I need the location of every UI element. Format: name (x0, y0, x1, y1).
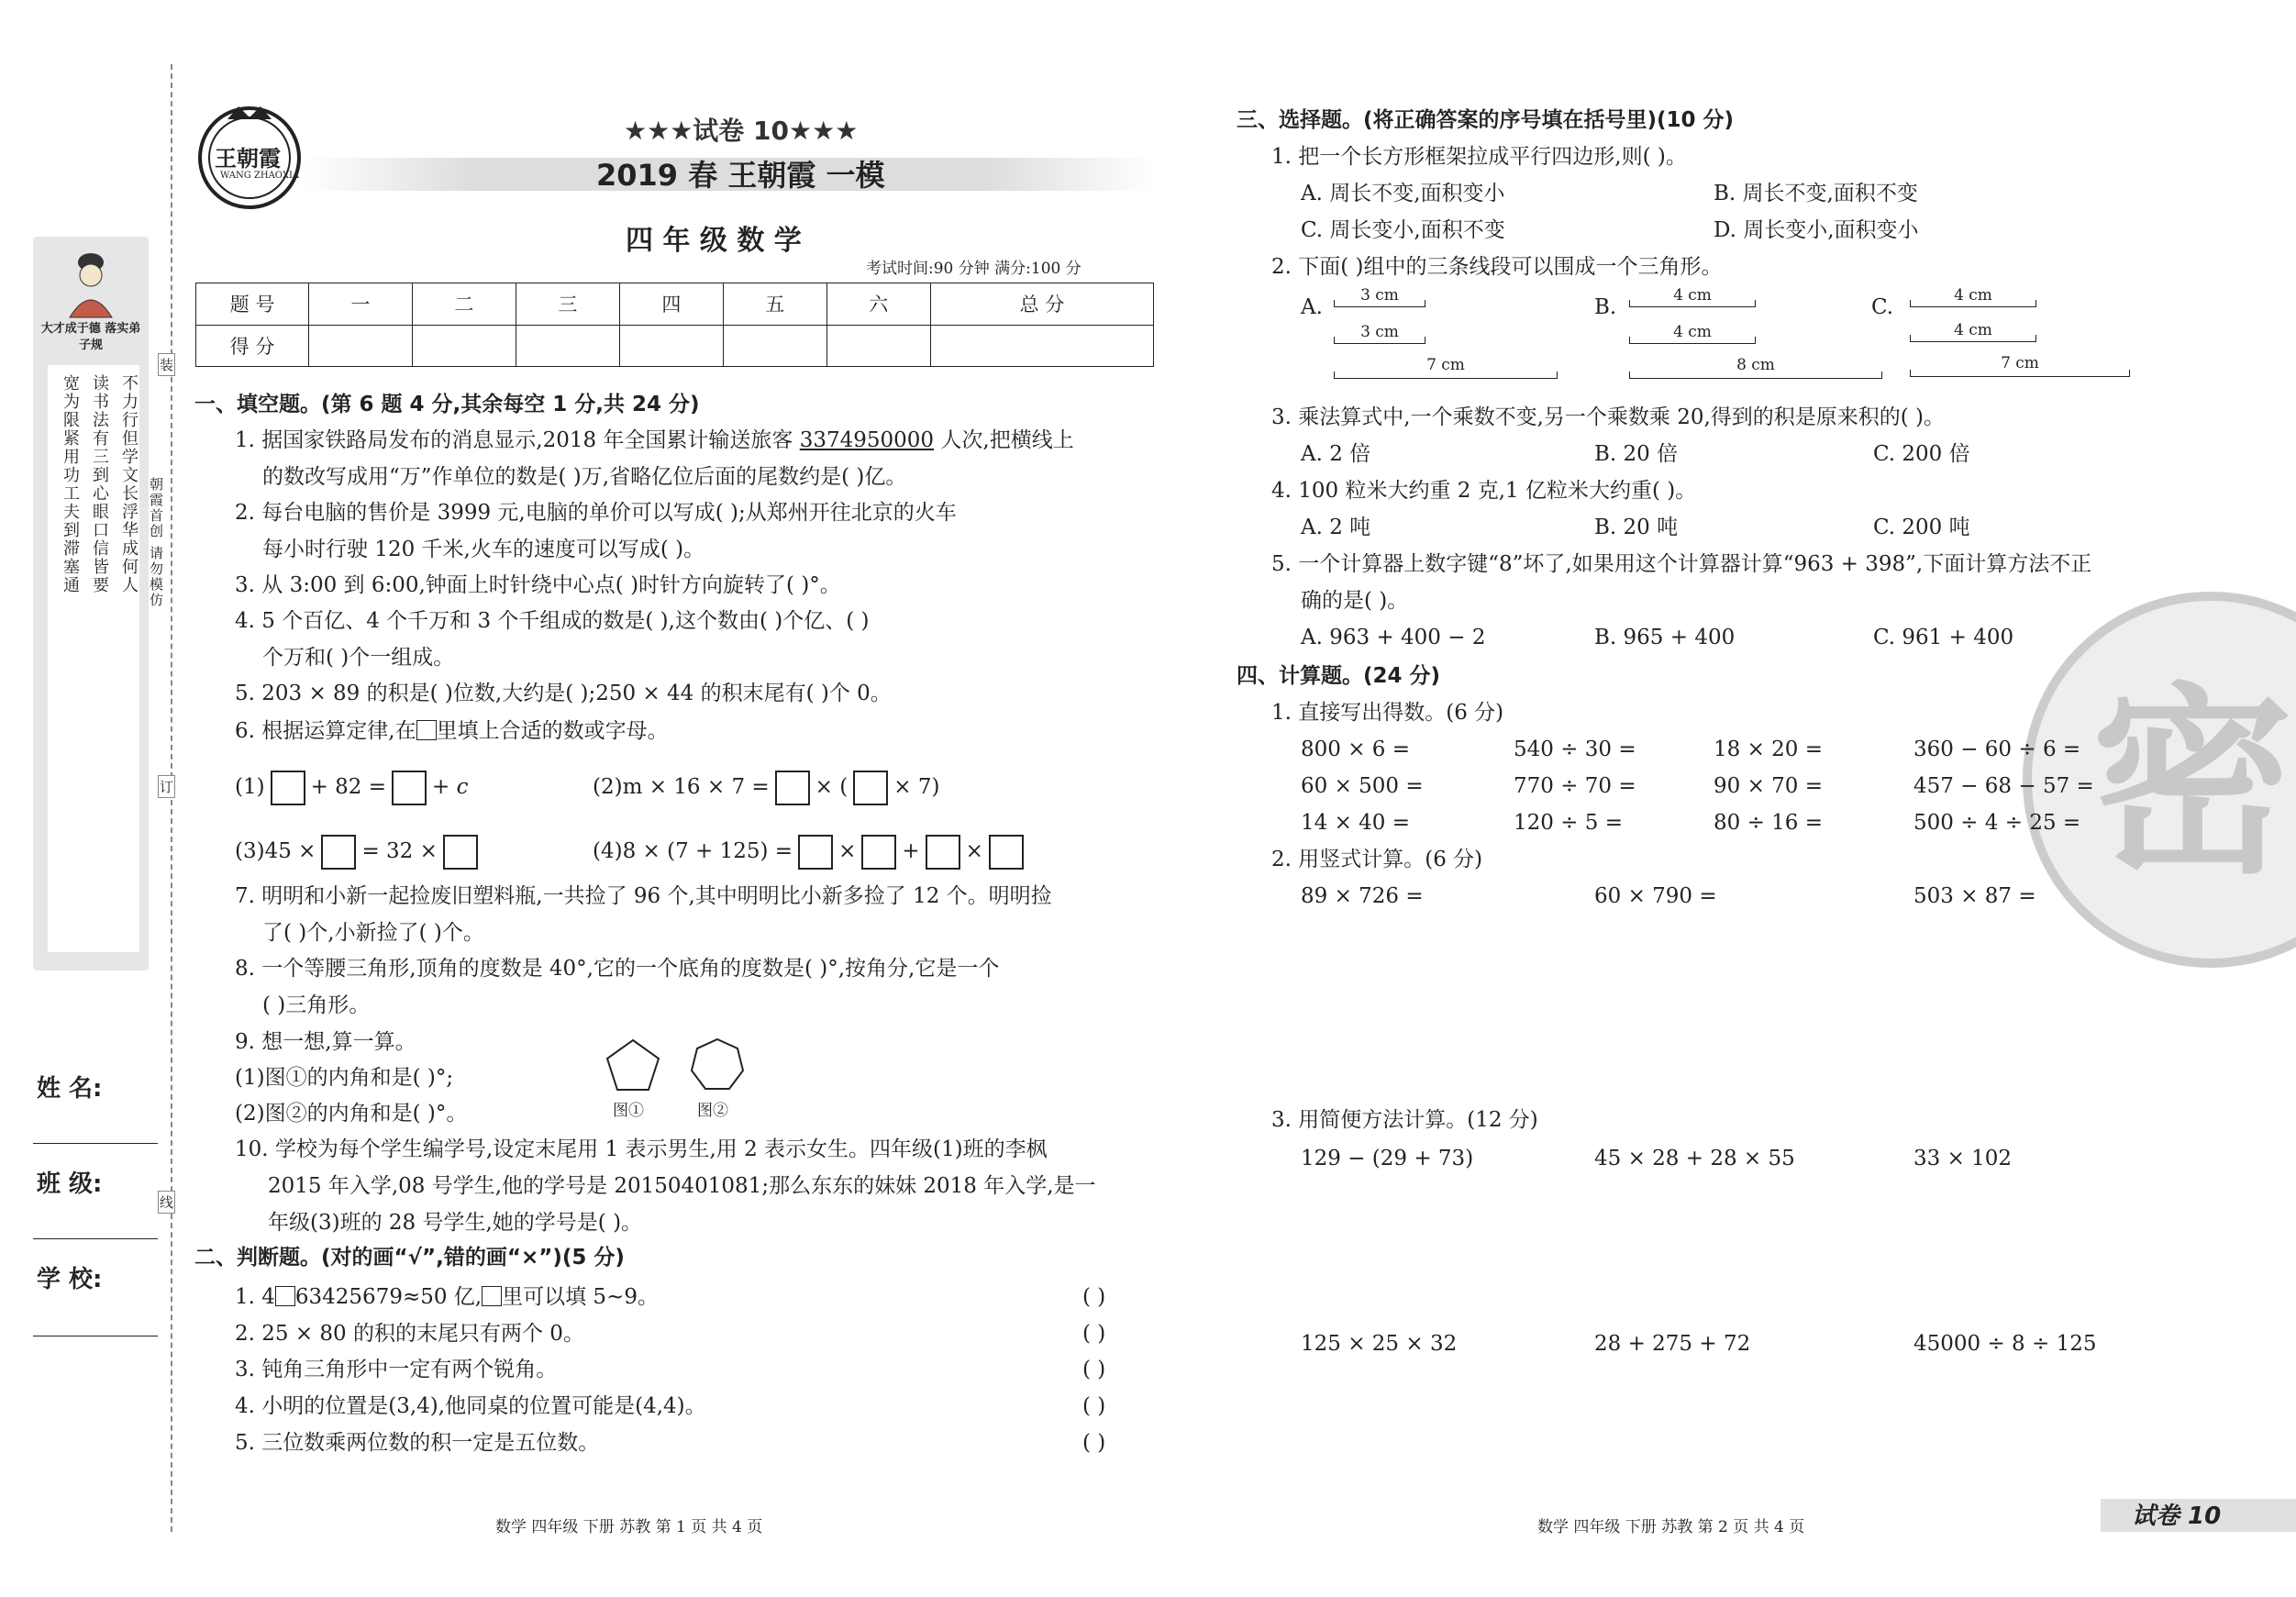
simplify-calc: 125 × 25 × 32 (1301, 1332, 1458, 1356)
seg-c3-label: 7 cm (2001, 354, 2039, 372)
judge-answer-1[interactable]: ( ) (1082, 1285, 1106, 1309)
segment (1334, 343, 1425, 344)
box-icon (275, 1286, 295, 1306)
footer-badge: 试卷 10 (2132, 1503, 2222, 1530)
q1-4-cont: 个万和( )个一组成。 (262, 646, 455, 670)
choice-1: 1. 把一个长方形框架拉成平行四边形,则( )。 (1271, 145, 1687, 169)
score-table (195, 283, 1154, 367)
class-label: 班 级: (37, 1170, 103, 1198)
q1-9-1: (1)图①的内角和是( )°; (235, 1066, 454, 1090)
answer-box[interactable] (853, 771, 888, 805)
q1-6-text (235, 717, 669, 745)
calc-part3-title: 3. 用简便方法计算。(12 分) (1271, 1108, 1538, 1132)
paper-number: ★★★试卷 10★★★ (624, 116, 859, 146)
choice-5: 5. 一个计算器上数字键“8”坏了,如果用这个计算器计算“963 + 398”,下面计算方法不正 (1271, 552, 2092, 576)
stamp-char: 密 (2091, 666, 2294, 901)
motto-col-1: 不力行但学文长浮华成何人 (119, 374, 139, 594)
choice-2: 2. 下面( )组中的三条线段可以围成一个三角形。 (1271, 255, 1723, 279)
judge-answer-5[interactable]: ( ) (1082, 1431, 1106, 1455)
judge-item-1 (235, 1283, 659, 1311)
q1-10-cont1: 2015 年入学,08 号学生,他的学号是 20150401081;那么东东的妹妹 2018 年入学,是一 (268, 1174, 1096, 1198)
q6-4-label: (4)8 × (7 + 125) = (593, 839, 793, 863)
score-cell: 三 (516, 283, 619, 326)
score-input[interactable] (619, 325, 723, 367)
vertical-calc: 60 × 790 = (1594, 884, 1717, 908)
score-cell: 一 (309, 283, 413, 326)
oral-calc: 60 × 500 = (1301, 774, 1424, 798)
answer-box[interactable] (861, 835, 896, 870)
calc-part2-title: 2. 用竖式计算。(6 分) (1271, 848, 1483, 871)
judge-1b: 63425679≈50 亿, (294, 1285, 482, 1309)
score-cell: 四 (619, 283, 723, 326)
q1-7-cont: 了( )个,小新捡了( )个。 (262, 921, 484, 945)
oral-calc: 800 × 6 = (1301, 738, 1411, 761)
q6-4-op: × (838, 839, 857, 863)
q1-8-text: 8. 一个等腰三角形,顶角的度数是 40°,它的一个底角的度数是( )°,按角分,它是一个 (235, 957, 1000, 981)
judge-item-3: 3. 钝角三角形中一定有两个锐角。 (235, 1358, 558, 1381)
oral-calc: 500 ÷ 4 ÷ 25 = (1913, 811, 2081, 835)
simplify-calc: 129 − (29 + 73) (1301, 1147, 1474, 1170)
answer-box[interactable] (798, 835, 833, 870)
simplify-calc: 45000 ÷ 8 ÷ 125 (1913, 1332, 2097, 1356)
q6-1-label: (1) (235, 775, 265, 799)
logo-text: 王朝霞 (215, 146, 281, 172)
oral-calc: 80 ÷ 16 = (1714, 811, 1824, 835)
q1-6a: 6. 根据运算定律,在 (235, 719, 416, 743)
choice-2-B[interactable]: B. (1594, 295, 1617, 319)
judge-item-4: 4. 小明的位置是(3,4),他同桌的位置可能是(4,4)。 (235, 1394, 706, 1418)
simplify-calc: 33 × 102 (1913, 1147, 2013, 1170)
segment (1910, 341, 2036, 342)
judge-item-2: 2. 25 × 80 的积的末尾只有两个 0。 (235, 1322, 584, 1346)
choice-1-A[interactable]: A. 周长不变,面积变小 (1301, 182, 1505, 205)
box-icon (482, 1286, 502, 1306)
score-input[interactable] (930, 325, 1153, 367)
section3-title: 三、选择题。(将正确答案的序号填在括号里)(10 分) (1237, 108, 1735, 132)
segment (1629, 378, 1882, 379)
section2-title: 二、判断题。(对的画“√”,错的画“×”)(5 分) (194, 1246, 625, 1270)
q1-5-text: 5. 203 × 89 的积是( )位数,大约是( );250 × 44 的积末尾有( )个 0。 (235, 682, 892, 705)
score-cell: 题 号 (196, 283, 309, 326)
q1-4-text: 4. 5 个百亿、4 个千万和 3 个千组成的数是( ),这个数由( )个亿、( ) (235, 609, 870, 633)
vertical-calc: 503 × 87 = (1913, 884, 2036, 908)
q6-1-end: + c (432, 775, 469, 799)
score-input[interactable] (309, 325, 413, 367)
seg-a1-label: 3 cm (1360, 286, 1399, 305)
answer-box[interactable] (989, 835, 1024, 870)
judge-1a: 1. 4 (235, 1285, 275, 1309)
score-cell: 总 分 (930, 283, 1153, 326)
judge-item-5: 5. 三位数乘两位数的积一定是五位数。 (235, 1431, 600, 1455)
segment (1334, 378, 1558, 379)
answer-box[interactable] (926, 835, 960, 870)
choice-1-B[interactable]: B. 周长不变,面积不变 (1714, 182, 1918, 205)
fig1-label: 图① (613, 1102, 644, 1120)
q1-1-number: 3374950000 (799, 428, 935, 452)
oral-calc: 18 × 20 = (1714, 738, 1824, 761)
q1-1-text (235, 427, 1074, 454)
school-label: 学 校: (37, 1266, 103, 1293)
choice-1-C[interactable]: C. 周长变小,面积不变 (1301, 218, 1505, 242)
pentagon-figure (604, 1037, 662, 1095)
q6-3-mid: = 32 × (361, 839, 438, 863)
choice-4-B[interactable]: B. 20 吨 (1594, 516, 1679, 539)
heptagon-figure (688, 1037, 747, 1095)
score-cell: 六 (826, 283, 930, 326)
section4-title: 四、计算题。(24 分) (1237, 664, 1441, 688)
footer-right: 数学 四年级 下册 苏教 第 2 页 共 4 页 (1537, 1518, 1805, 1536)
segment (1910, 376, 2130, 377)
copyright-note: 朝霞首创 请勿模仿 (148, 477, 164, 608)
simplify-calc: 45 × 28 + 28 × 55 (1594, 1147, 1795, 1170)
q6-2-end: × 7) (893, 775, 940, 799)
q1-1b: 人次,把横线上 (940, 428, 1074, 452)
score-cell: 五 (723, 283, 826, 326)
q6-2-mid: × ( (815, 775, 849, 799)
answer-box[interactable] (775, 771, 810, 805)
binding-mark-2: 订 (158, 775, 175, 798)
motto-panel (33, 237, 149, 970)
answer-box[interactable] (443, 835, 478, 870)
judge-1c: 里可以填 5~9。 (502, 1285, 659, 1309)
binding-mark-1: 装 (158, 353, 175, 376)
footer-left: 数学 四年级 下册 苏教 第 1 页 共 4 页 (495, 1518, 763, 1536)
answer-box[interactable] (271, 771, 305, 805)
judge-answer-4[interactable]: ( ) (1082, 1394, 1106, 1418)
oral-calc: 540 ÷ 30 = (1514, 738, 1636, 761)
calc-part1-title: 1. 直接写出得数。(6 分) (1271, 701, 1504, 725)
choice-5-cont: 确的是( )。 (1301, 589, 1409, 613)
motto-col-2: 读书法有三到心眼口信皆要 (90, 374, 109, 594)
section1-title: 一、填空题。(第 6 题 4 分,其余每空 1 分,共 24 分) (194, 393, 700, 416)
segment (1334, 306, 1425, 307)
q1-9-text: 9. 想一想,算一算。 (235, 1030, 416, 1054)
choice-1-D[interactable]: D. 周长变小,面积变小 (1714, 218, 1919, 242)
logo-subtext: WANG ZHAOXIA (220, 171, 300, 181)
seg-b2-label: 4 cm (1673, 323, 1712, 341)
score-input[interactable] (826, 325, 930, 367)
motto-columns (48, 365, 139, 952)
q1-2-cont: 每小时行驶 120 千米,火车的速度可以写成( )。 (262, 538, 705, 561)
q1-8-cont: ( )三角形。 (262, 993, 371, 1017)
seg-c1-label: 4 cm (1954, 286, 1992, 305)
binding-mark-3: 线 (158, 1191, 175, 1214)
choice-3-A[interactable]: A. 2 倍 (1301, 442, 1371, 466)
choice-4-A[interactable]: A. 2 吨 (1301, 516, 1371, 539)
q1-7-text: 7. 明明和小新一起捡废旧塑料瓶,一共捡了 96 个,其中明明比小新多捡了 12 个。明明捡 (235, 884, 1052, 908)
score-header-row (196, 283, 1154, 326)
motto-text: 大才成于德 落实弟子规 (40, 322, 141, 352)
q1-3-text: 3. 从 3:00 到 6:00,钟面上时针绕中心点( )时针方向旋转了( )°。 (235, 573, 841, 597)
subject-title: 四 年 级 数 学 (626, 225, 802, 257)
q6-1-mid: + 82 = (310, 775, 387, 799)
segment (1629, 343, 1756, 344)
choice-2-C[interactable]: C. (1871, 295, 1894, 319)
seg-b3-label: 8 cm (1736, 356, 1775, 374)
q1-1a: 1. 据国家铁路局发布的消息显示,2018 年全国累计输送旅客 (235, 428, 793, 452)
score-cell: 二 (412, 283, 516, 326)
seg-a2-label: 3 cm (1360, 323, 1399, 341)
answer-box[interactable] (392, 771, 427, 805)
seg-a3-label: 7 cm (1426, 356, 1465, 374)
fig2-label: 图② (697, 1102, 728, 1120)
q1-2-text: 2. 每台电脑的售价是 3999 元,电脑的单价可以写成( );从郑州开往北京的火车 (235, 501, 957, 525)
oral-calc: 90 × 70 = (1714, 774, 1824, 798)
box-icon (416, 720, 437, 740)
seg-b1-label: 4 cm (1673, 286, 1712, 305)
oral-calc: 457 − 68 − 57 = (1913, 774, 2094, 798)
exam-title: 2019 春 王朝霞 一模 (596, 158, 885, 193)
score-input[interactable] (516, 325, 619, 367)
choice-5-B[interactable]: B. 965 + 400 (1594, 626, 1736, 649)
choice-5-C[interactable]: C. 961 + 400 (1873, 626, 2014, 649)
answer-box[interactable] (321, 835, 356, 870)
name-field[interactable] (33, 1143, 158, 1144)
binding-dashed-line (171, 64, 172, 1532)
choice-3-B[interactable]: B. 20 倍 (1594, 442, 1679, 466)
choice-2-A[interactable]: A. (1301, 295, 1323, 319)
q1-6-4 (593, 833, 1029, 870)
exam-info: 考试时间:90 分钟 满分:100 分 (866, 260, 1081, 278)
q1-10-text: 10. 学校为每个学生编学号,设定末尾用 1 表示男生,用 2 表示女生。四年级(1)班的李枫 (235, 1137, 1048, 1161)
segment (1629, 306, 1756, 307)
q1-9-2: (2)图②的内角和是( )°。 (235, 1102, 468, 1126)
q6-2-label: (2)m × 16 × 7 = (593, 775, 770, 799)
judge-answer-3[interactable]: ( ) (1082, 1358, 1106, 1381)
choice-5-A[interactable]: A. 963 + 400 − 2 (1301, 626, 1486, 649)
q1-6-3 (235, 833, 483, 870)
score-input[interactable] (412, 325, 516, 367)
q1-1-cont: 的数改写成用“万”作单位的数是( )万,省略亿位后面的尾数约是( )亿。 (262, 465, 907, 489)
vertical-work-area[interactable] (1284, 917, 2110, 1101)
choice-4-C[interactable]: C. 200 吨 (1873, 516, 1970, 539)
score-input[interactable] (723, 325, 826, 367)
oral-calc: 770 ÷ 70 = (1514, 774, 1636, 798)
segment (1910, 306, 2036, 307)
q1-10-cont2: 年级(3)班的 28 号学生,她的学号是( )。 (268, 1211, 643, 1235)
oral-calc: 14 × 40 = (1301, 811, 1411, 835)
scholar-illustration (61, 246, 121, 319)
vertical-calc: 89 × 726 = (1301, 884, 1424, 908)
q6-3-label: (3)45 × (235, 839, 316, 863)
score-cell: 得 分 (196, 325, 309, 367)
choice-3: 3. 乘法算式中,一个乘数不变,另一个乘数乘 20,得到的积是原来积的( )。 (1271, 405, 1946, 429)
judge-answer-2[interactable]: ( ) (1082, 1322, 1106, 1346)
choice-3-C[interactable]: C. 200 倍 (1873, 442, 1970, 466)
oral-calc: 360 − 60 ÷ 6 = (1913, 738, 2081, 761)
q1-6-2 (593, 769, 939, 805)
q1-6-1 (235, 769, 469, 805)
oral-calc: 120 ÷ 5 = (1514, 811, 1624, 835)
score-value-row (196, 325, 1154, 367)
seg-c2-label: 4 cm (1954, 321, 1992, 339)
simplify-calc: 28 + 275 + 72 (1594, 1332, 1751, 1356)
q6-4-op: × (965, 839, 983, 863)
q1-6b: 里填上合适的数或字母。 (436, 719, 669, 743)
choice-4: 4. 100 粒米大约重 2 克,1 亿粒米大约重( )。 (1271, 479, 1697, 503)
class-field[interactable] (33, 1238, 158, 1239)
q6-4-op: + (902, 839, 920, 863)
motto-col-3: 宽为限紧用功工夫到滞塞通 (61, 374, 80, 594)
name-label: 姓 名: (37, 1075, 103, 1103)
